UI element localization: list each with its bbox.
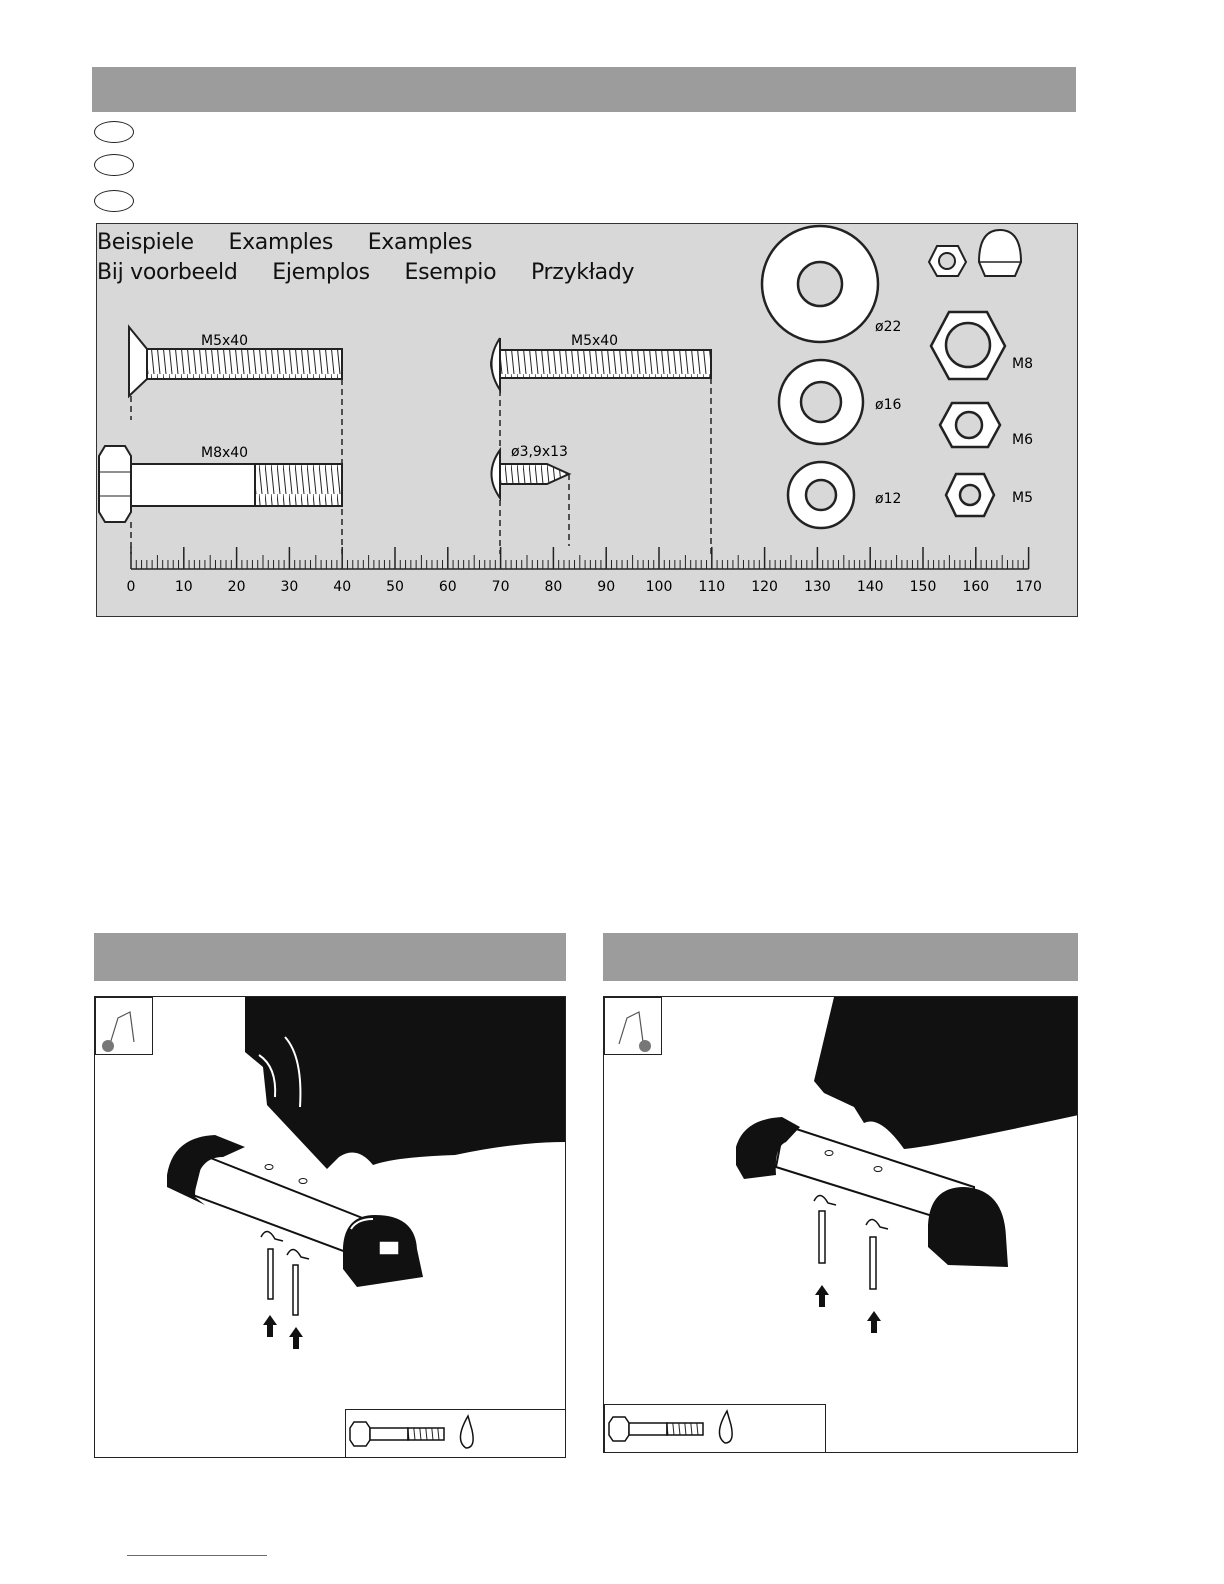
tapping-screw <box>492 450 570 546</box>
ruler-label: 70 <box>491 579 510 595</box>
assembly-drawing-right <box>604 997 1078 1453</box>
bike-thumbnail-icon <box>95 997 153 1055</box>
washer-22 <box>762 226 878 342</box>
hex-bolt-label: M8x40 <box>201 445 249 461</box>
hardware-examples-panel <box>96 223 1078 617</box>
parts-box-left <box>345 1409 566 1458</box>
ruler-label: 80 <box>544 579 563 595</box>
hex-nut-m5 <box>946 474 994 516</box>
ruler-label: 20 <box>227 579 246 595</box>
step-illustration-right <box>603 996 1078 1453</box>
ruler-label: 160 <box>962 579 990 595</box>
cotter-pin-icon <box>261 1231 283 1241</box>
lock-nut-icon <box>929 246 966 276</box>
example-label-es: Ejemplos <box>272 260 370 285</box>
hex-nut-m6 <box>940 403 1000 447</box>
example-label-en: Examples <box>228 230 333 255</box>
hex-nut-m6-label: M6 <box>1012 432 1033 448</box>
hex-bolt <box>99 446 342 554</box>
hex-bolt-icon <box>609 1417 703 1441</box>
example-label-de: Beispiele <box>97 230 194 255</box>
washer-16 <box>779 360 863 444</box>
ruler-label: 0 <box>126 579 136 595</box>
cotter-pin-icon <box>460 1416 473 1448</box>
bike-thumbnail-icon <box>604 997 662 1055</box>
hex-bolt-icon <box>350 1422 444 1446</box>
ruler-label: 100 <box>645 579 673 595</box>
example-label-nl: Bij voorbeeld <box>97 260 238 285</box>
example-label-pl: Przykłady <box>530 260 635 285</box>
ruler-label: 130 <box>804 579 831 595</box>
washer-12-label: ø12 <box>875 491 902 507</box>
hex-nut-m5-label: M5 <box>1012 490 1033 506</box>
ruler-label: 110 <box>698 579 726 595</box>
ruler-label: 10 <box>174 579 193 595</box>
header-bar-step-left <box>94 933 566 981</box>
header-bar-step-right <box>603 933 1078 981</box>
cotter-pin-icon <box>719 1411 732 1443</box>
ruler-label: 170 <box>1015 579 1042 595</box>
countersunk-screw <box>129 327 342 554</box>
ruler <box>127 547 1042 595</box>
ruler-label: 50 <box>386 579 404 595</box>
language-badge-3 <box>94 190 134 212</box>
arrow-up-icon <box>263 1315 277 1337</box>
roundhead-screw-label: M5x40 <box>571 333 619 349</box>
ruler-label: 40 <box>333 579 352 595</box>
washer-12 <box>788 462 854 528</box>
header-bar-top <box>92 67 1076 112</box>
tapping-screw-label: ø3,9x13 <box>511 444 568 460</box>
washer-16-label: ø16 <box>875 397 902 413</box>
parts-box-right <box>604 1404 826 1453</box>
assembly-drawing-left <box>95 997 566 1458</box>
ruler-label: 120 <box>751 579 778 595</box>
ruler-label: 60 <box>438 579 457 595</box>
ruler-label: 30 <box>280 579 299 595</box>
example-label-fr: Examples <box>367 230 473 255</box>
hex-nut-m8-label: M8 <box>1012 356 1033 372</box>
washer-22-label: ø22 <box>875 319 902 335</box>
ruler-label: 150 <box>909 579 937 595</box>
hardware-drawing <box>97 224 1076 615</box>
ruler-label: 140 <box>856 579 884 595</box>
example-label-it: Esempio <box>404 260 497 285</box>
footer-link-underline[interactable] <box>127 1555 267 1556</box>
language-badge-1 <box>94 121 134 143</box>
hex-nut-m8 <box>931 312 1005 379</box>
countersunk-screw-label: M5x40 <box>201 333 249 349</box>
language-badge-2 <box>94 154 134 176</box>
cap-nut-icon <box>979 230 1021 276</box>
step-illustration-left <box>94 996 566 1458</box>
ruler-label: 90 <box>597 579 616 595</box>
